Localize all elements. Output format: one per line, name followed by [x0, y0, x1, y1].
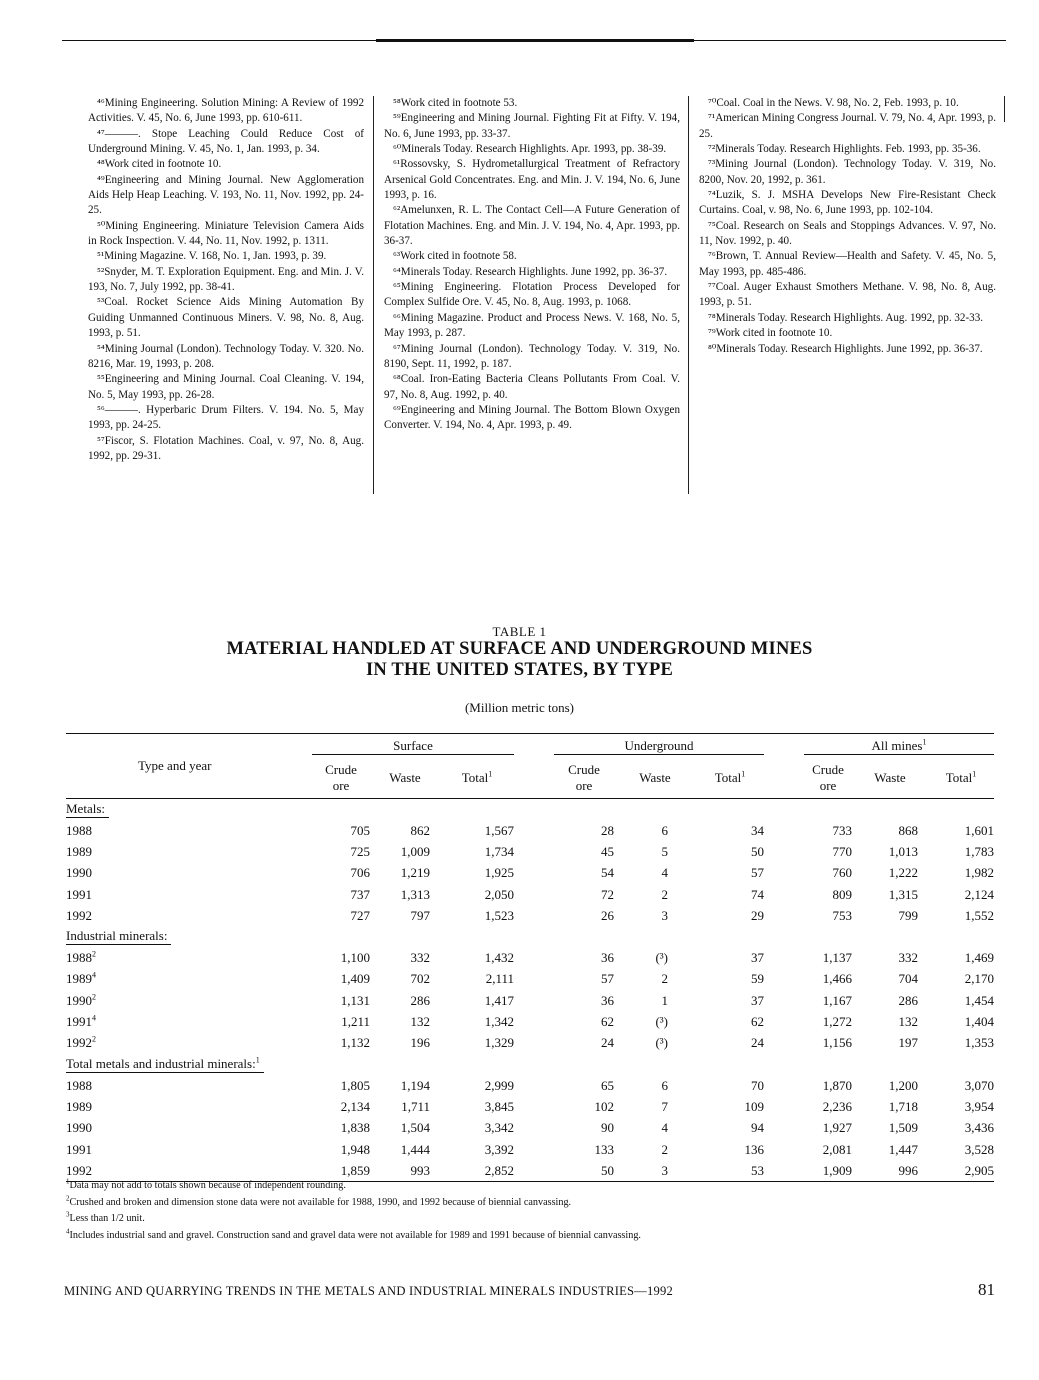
reference-entry: ⁶¹Rossovsky, S. Hydrometallurgical Treatment of Refractory Arsenical Gold Concentrates. Eng. and Min. J. V. 194, No. 6, June 1993, p. 16. [384, 158, 680, 202]
table-title-line-2: IN THE UNITED STATES, BY TYPE [365, 660, 674, 680]
table-cell: 62 [601, 1014, 614, 1030]
table-cell: 133 [594, 1141, 614, 1157]
table-cell: 725 [350, 843, 370, 859]
table-cell: 6 [661, 822, 668, 838]
table-cell: 1,509 [888, 1120, 918, 1136]
header-type-and-year: Type and year [66, 734, 286, 799]
table-cell: 1 [661, 992, 668, 1008]
reference-entry: ⁷⁶Brown, T. Annual Review—Health and Safety. V. 45, No. 5, May 1993, pp. 485-486. [699, 250, 996, 278]
reference-entry: ⁴⁷———. Stope Leaching Could Reduce Cost of Underground Mining. V. 45, No. 1, Jan. 1993, p. 34. [88, 127, 364, 156]
section-label: Industrial minerals: [66, 928, 171, 945]
table-cell: 1,447 [888, 1141, 918, 1157]
table-cell: 1,838 [340, 1120, 370, 1136]
section-row [66, 799, 994, 821]
header-surface: Surface [286, 734, 514, 759]
table-cell: 1,523 [484, 907, 514, 923]
table-cell: 1,805 [340, 1077, 370, 1093]
table-cell: 1,194 [400, 1077, 430, 1093]
table-cell: 1,925 [484, 865, 514, 881]
table-cell: 727 [350, 907, 370, 923]
table-cell: 1,417 [484, 992, 514, 1008]
section-label: Metals: [66, 801, 109, 818]
row-year: 1988 [66, 1077, 92, 1093]
reference-entry: ⁷⁰Coal. Coal in the News. V. 98, No. 2, Feb. 1993, p. 10. [708, 97, 959, 109]
table-cell: 2,111 [485, 971, 514, 987]
row-year: 1991 [66, 886, 92, 902]
table-cell: 733 [832, 822, 852, 838]
reference-entry: ⁴⁶Mining Engineering. Solution Mining: A Review of 1992 Activities. V. 45, No. 6, June 1993, pp. 610-611. [88, 97, 364, 125]
table-cell: 50 [751, 843, 764, 859]
table-cell: 28 [601, 822, 614, 838]
table-cell: 799 [898, 907, 918, 923]
table-cell: 737 [350, 886, 370, 902]
reference-entry: ⁵⁵Engineering and Mining Journal. Coal Cleaning. V. 194, No. 5, May 1993, pp. 26-28. [88, 373, 364, 401]
table-cell: 24 [601, 1035, 614, 1051]
table-row [66, 820, 994, 841]
table-cell: 702 [410, 971, 430, 987]
table-cell: (³) [655, 1014, 668, 1030]
table-cell: 72 [601, 886, 614, 902]
table-cell: 1,009 [400, 843, 430, 859]
reference-entry: ⁷¹American Mining Congress Journal. V. 79, No. 4, Apr. 1993, p. 25. [699, 112, 996, 140]
table-row [66, 1075, 994, 1096]
table-cell: 1,272 [822, 1014, 852, 1030]
table-cell: 1,156 [822, 1035, 852, 1051]
table-cell: 26 [601, 907, 614, 923]
reference-entry: ⁷³Mining Journal (London). Technology Today. V. 319, No. 8200, Nov. 20, 1992, p. 361. [699, 158, 996, 186]
reference-entry: ⁵⁷Fiscor, S. Flotation Machines. Coal, v. 97, No. 8, Aug. 1992, pp. 29-31. [88, 434, 364, 462]
table-cell: 132 [898, 1014, 918, 1030]
row-year: 1988$^2$ [66, 949, 96, 966]
reference-entry: ⁶⁶Mining Magazine. Product and Process News. V. 168, No. 5, May 1993, p. 287. [384, 311, 680, 340]
table-cell: 1,432 [484, 950, 514, 966]
table-cell: 3,845 [484, 1098, 514, 1114]
table-cell: 2,236 [822, 1098, 852, 1114]
table-cell: 59 [751, 971, 764, 987]
table-row [66, 990, 994, 1011]
table-cell: 37 [751, 950, 764, 966]
table-row [66, 1033, 994, 1054]
table-cell: 996 [852, 1160, 928, 1182]
table-cell: 1,948 [340, 1141, 370, 1157]
reference-entry: ⁷⁴Luzik, S. J. MSHA Develops New Fire-Resistant Check Curtains. Coal, v. 98, No. 6, June 1993, pp. 102-104. [699, 189, 996, 217]
reference-entry: ⁶⁷Mining Journal (London). Technology Today. V. 319, No. 8190, Sept. 11, 1992, p. 187. [384, 342, 680, 370]
row-year: 1992 [66, 907, 92, 923]
header-underground-waste: Waste [614, 758, 696, 799]
table-cell: 53 [696, 1160, 764, 1182]
table-cell: 1,211 [341, 1014, 370, 1030]
table-cell: 286 [410, 992, 430, 1008]
header-surface-total: Total$^1$ [440, 758, 514, 799]
table-cell: 37 [751, 992, 764, 1008]
reference-entry: ⁴⁸Work cited in footnote 10. [97, 158, 222, 171]
table-cell: 2 [661, 1141, 668, 1157]
table-row [66, 905, 994, 926]
table-cell: 1,444 [400, 1141, 430, 1157]
reference-entry: ⁵⁸Work cited in footnote 53. [393, 97, 518, 109]
reference-entry: ⁶³Work cited in footnote 58. [393, 250, 517, 263]
table-cell: 1,132 [340, 1035, 370, 1051]
table-cell: 1,734 [484, 843, 514, 859]
table-row [66, 1011, 994, 1032]
table-cell: 1,013 [888, 843, 918, 859]
table-cell: 2,050 [484, 886, 514, 902]
header-underground-crude-ore: Crude ore [514, 758, 614, 799]
table-cell: 1,927 [822, 1120, 852, 1136]
section-label: Total metals and industrial minerals:$^1$ [66, 1056, 264, 1073]
reference-entry: ⁵⁴Mining Journal (London). Technology Today. V. 320. No. 8216, Mar. 19, 1993, p. 208. [88, 342, 364, 370]
table-row [66, 1139, 994, 1160]
table-footnote: $^4$Includes industrial sand and gravel. Construction sand and gravel data were not available for 1989 and 1991 because of biennial canvassing. [66, 1227, 641, 1241]
table-cell: 332 [410, 950, 430, 966]
reference-entry: ⁶⁰Minerals Today. Research Highlights. Apr. 1993, pp. 38-39. [393, 143, 667, 156]
table-cell: 993 [370, 1160, 440, 1182]
table-cell: 1,222 [888, 865, 918, 881]
section-row [66, 1054, 994, 1075]
reference-entry: ⁵⁹Engineering and Mining Journal. Fighting Fit at Fifty. V. 194, No. 6, June 1993, pp. 33-37. [384, 112, 680, 140]
table-units: (Million metric tons) [464, 700, 575, 715]
header-all-crude-ore: Crude ore [764, 758, 852, 799]
reference-entry: ⁷⁸Minerals Today. Research Highlights. Aug. 1992, pp. 32-33. [708, 311, 984, 324]
header-surface-crude-ore: Crude ore [286, 758, 370, 799]
table-cell: 1,342 [484, 1014, 514, 1030]
reference-entry: ⁵⁶———. Hyperbaric Drum Filters. V. 194. No. 5, May 1993, pp. 24-25. [88, 403, 364, 432]
table-cell: 1,711 [401, 1098, 430, 1114]
table-cell: 90 [601, 1120, 614, 1136]
table-cell: 45 [601, 843, 614, 859]
table-cell: 24 [751, 1035, 764, 1051]
table-row [66, 1096, 994, 1117]
table-cell: 1,783 [964, 843, 994, 859]
table-cell: 1,718 [888, 1098, 918, 1114]
table-cell: 1,315 [888, 886, 918, 902]
table-cell: 1,404 [964, 1014, 994, 1030]
column-divider-2 [688, 96, 689, 494]
table-cell: 2,124 [964, 886, 994, 902]
table-cell: 1,870 [822, 1077, 852, 1093]
table-cell: 1,137 [822, 950, 852, 966]
table-cell: 1,504 [400, 1120, 430, 1136]
material-handled-table [66, 733, 994, 1182]
table-cell: 1,353 [964, 1035, 994, 1051]
reference-entry: ⁷²Minerals Today. Research Highlights. Feb. 1993, pp. 35-36. [708, 143, 981, 156]
table-cell: 3 [614, 1160, 696, 1182]
table-cell: 50 [514, 1160, 614, 1182]
table-cell: 1,200 [888, 1077, 918, 1093]
reference-entry: ⁶²Amelunxen, R. L. The Contact Cell—A Future Generation of Flotation Machines. Eng. and Min. J. V. 194, No. 4, Apr. 1993, pp. 36-37. [384, 204, 680, 248]
table-cell: 1,466 [822, 971, 852, 987]
table-row [66, 884, 994, 905]
table-cell: 4 [661, 1120, 668, 1136]
table-cell: 2,852 [440, 1160, 514, 1182]
table-cell: 4 [661, 865, 668, 881]
row-year: 1991 [66, 1141, 92, 1157]
row-year: 1989 [66, 843, 92, 859]
table-cell: 94 [751, 1120, 764, 1136]
row-year: 1991$^4$ [66, 1013, 96, 1030]
table-title [0, 639, 1039, 681]
table-cell: 2,134 [340, 1098, 370, 1114]
table-cell: 197 [898, 1035, 918, 1051]
table-cell: 1,219 [400, 865, 430, 881]
reference-entry: ⁷⁹Work cited in footnote 10. [708, 327, 833, 340]
reference-entry: ⁵¹Mining Magazine. V. 168, No. 1, Jan. 1993, p. 39. [97, 250, 327, 263]
table-cell: 706 [350, 865, 370, 881]
table-cell: 2 [661, 971, 668, 987]
table-number: TABLE 1 [492, 624, 547, 639]
table-cell: 3,436 [964, 1120, 994, 1136]
reference-entry: ⁷⁵Coal. Research on Seals and Stoppings Advances. V. 97, No. 11, Nov. 1992, p. 40. [699, 219, 996, 248]
table-footnote: $^1$Data may not add to totals shown because of independent rounding. [66, 1177, 346, 1191]
table-cell: 196 [410, 1035, 430, 1051]
table-cell: 286 [898, 992, 918, 1008]
table-cell: 1,859 [286, 1160, 370, 1182]
table-cell: 1,409 [340, 971, 370, 987]
table-cell: 1,567 [484, 822, 514, 838]
table-footnote: $^3$Less than 1/2 unit. [66, 1210, 145, 1224]
row-year: 1988 [66, 822, 92, 838]
table-cell: 1,313 [400, 886, 430, 902]
table-cell: 57 [751, 865, 764, 881]
table-cell: 1,329 [484, 1035, 514, 1051]
table-cell: 102 [594, 1098, 614, 1114]
running-footer-title: MINING AND QUARRYING TRENDS IN THE METALS AND INDUSTRIAL MINERALS INDUSTRIES—1992 [64, 1284, 673, 1298]
row-year: 1989$^4$ [66, 971, 96, 987]
table-cell: 770 [832, 843, 852, 859]
table-cell: 36 [601, 992, 614, 1008]
table-cell: 868 [898, 822, 918, 838]
table-cell: 2,999 [484, 1077, 514, 1093]
reference-entry: ⁶⁵Mining Engineering. Flotation Process Developed for Complex Sulfide Ore. V. 45, No. 8, Aug. 1993, p. 1068. [384, 281, 680, 309]
table-cell: 3,392 [484, 1141, 514, 1157]
header-underground: Underground [514, 734, 764, 759]
table-cell: 1,469 [964, 950, 994, 966]
row-year: 1990 [66, 865, 92, 881]
column-divider-1 [373, 96, 374, 494]
header-all-mines: All mines$^1$ [764, 734, 994, 759]
table-cell: 29 [751, 907, 764, 923]
table-cell: 760 [832, 865, 852, 881]
table-cell: 2 [661, 886, 668, 902]
reference-entry: ⁶⁴Minerals Today. Research Highlights. June 1992, pp. 36-37. [393, 265, 668, 278]
table-cell: 5 [661, 843, 668, 859]
table-cell: 1,601 [964, 822, 994, 838]
table-row [66, 863, 994, 884]
table-cell: 1,454 [964, 992, 994, 1008]
page-number: 81 [978, 1280, 995, 1299]
table-cell: 109 [744, 1098, 764, 1114]
reference-entry: ⁵⁰Mining Engineering. Miniature Television Camera Aids in Rock Inspection. V. 44, No. 11, Nov. 1992, p. 1311. [88, 219, 364, 248]
table-cell: 332 [898, 950, 918, 966]
header-all-waste: Waste [852, 758, 928, 799]
reference-entry: ⁵²Snyder, M. T. Exploration Equipment. Eng. and Min. J. V. 193, No. 7, July 1992, pp. 38-41. [88, 265, 364, 294]
header-all-total: Total$^1$ [928, 758, 994, 799]
references-column-1 [88, 96, 364, 464]
table-cell: 862 [410, 822, 430, 838]
table-cell: (³) [655, 1035, 668, 1051]
table-cell: 705 [350, 822, 370, 838]
table-title-line-1: MATERIAL HANDLED AT SURFACE AND UNDERGROUND MINES [226, 639, 813, 659]
table-cell: 2,081 [822, 1141, 852, 1157]
table-body [66, 799, 994, 1182]
reference-entry: ⁶⁹Engineering and Mining Journal. The Bottom Blown Oxygen Converter. V. 194, No. 4, Apr. 1993, p. 49. [384, 403, 680, 432]
top-rule-accent [376, 39, 694, 42]
table-cell: 1,167 [822, 992, 852, 1008]
header-surface-waste: Waste [370, 758, 440, 799]
row-year: 1992 [66, 1160, 286, 1182]
row-year: 1990 [66, 1120, 92, 1136]
table-cell: 7 [661, 1098, 668, 1114]
table-cell: 3,954 [964, 1098, 994, 1114]
section-row [66, 926, 994, 947]
table-cell: 54 [601, 865, 614, 881]
table-cell: 704 [898, 971, 918, 987]
reference-entry: ⁵³Coal. Rocket Science Aids Mining Automation By Guiding Unmanned Continuous Miners. V. 98, No. 8, Aug. 1993, p. 51. [88, 296, 364, 340]
table-cell: 65 [601, 1077, 614, 1093]
table-cell: 6 [661, 1077, 668, 1093]
table-cell: 1,982 [964, 865, 994, 881]
row-year: 1989 [66, 1098, 92, 1114]
table-cell: 1,552 [964, 907, 994, 923]
table-cell: 74 [751, 886, 764, 902]
table-cell: 809 [832, 886, 852, 902]
table-cell: 57 [601, 971, 614, 987]
table-cell: 3 [661, 907, 668, 923]
reference-entry: ⁴⁹Engineering and Mining Journal. New Agglomeration Aids Help Heap Leaching. V. 193, No. 11, Nov. 1992, pp. 24-25. [88, 173, 364, 217]
table-row [66, 969, 994, 990]
table-row [66, 841, 994, 862]
references-column-3 [699, 96, 996, 357]
reference-entry: ⁷⁷Coal. Auger Exhaust Smothers Methane. V. 98, No. 8, Aug. 1993, p. 51. [699, 281, 996, 309]
table-cell: 1,909 [764, 1160, 852, 1182]
table-cell: (³) [655, 950, 668, 966]
table-cell: 70 [751, 1077, 764, 1093]
table-cell: 62 [751, 1014, 764, 1030]
table-cell: 1,131 [340, 992, 370, 1008]
reference-entry: ⁸⁰Minerals Today. Research Highlights. June 1992, pp. 36-37. [708, 342, 983, 355]
reference-entry: ⁶⁸Coal. Iron-Eating Bacteria Cleans Pollutants From Coal. V. 97, No. 8, Aug. 1992, p. 40. [384, 373, 680, 401]
header-underground-total: Total$^1$ [696, 758, 764, 799]
table-cell: 136 [744, 1141, 764, 1157]
table-row [66, 947, 994, 968]
row-year: 1990$^2$ [66, 992, 96, 1008]
table-cell: 132 [410, 1014, 430, 1030]
table-cell: 3,070 [964, 1077, 994, 1093]
table-cell: 2,905 [928, 1160, 994, 1182]
column-divider-3 [1004, 96, 1005, 122]
table-cell: 753 [832, 907, 852, 923]
table-cell: 3,528 [964, 1141, 994, 1157]
table-cell: 797 [410, 907, 430, 923]
table-cell: 3,342 [484, 1120, 514, 1136]
references-column-2 [384, 96, 680, 434]
table-cell: 36 [601, 950, 614, 966]
table-footnote: $^2$Crushed and broken and dimension stone data were not available for 1988, 1990, and 1992 because of biennial canvassing. [66, 1194, 572, 1208]
table-cell: 1,100 [340, 950, 370, 966]
table-cell: 34 [751, 822, 764, 838]
row-year: 1992$^2$ [66, 1034, 96, 1051]
table-cell: 2,170 [964, 971, 994, 987]
table-row [66, 1118, 994, 1139]
